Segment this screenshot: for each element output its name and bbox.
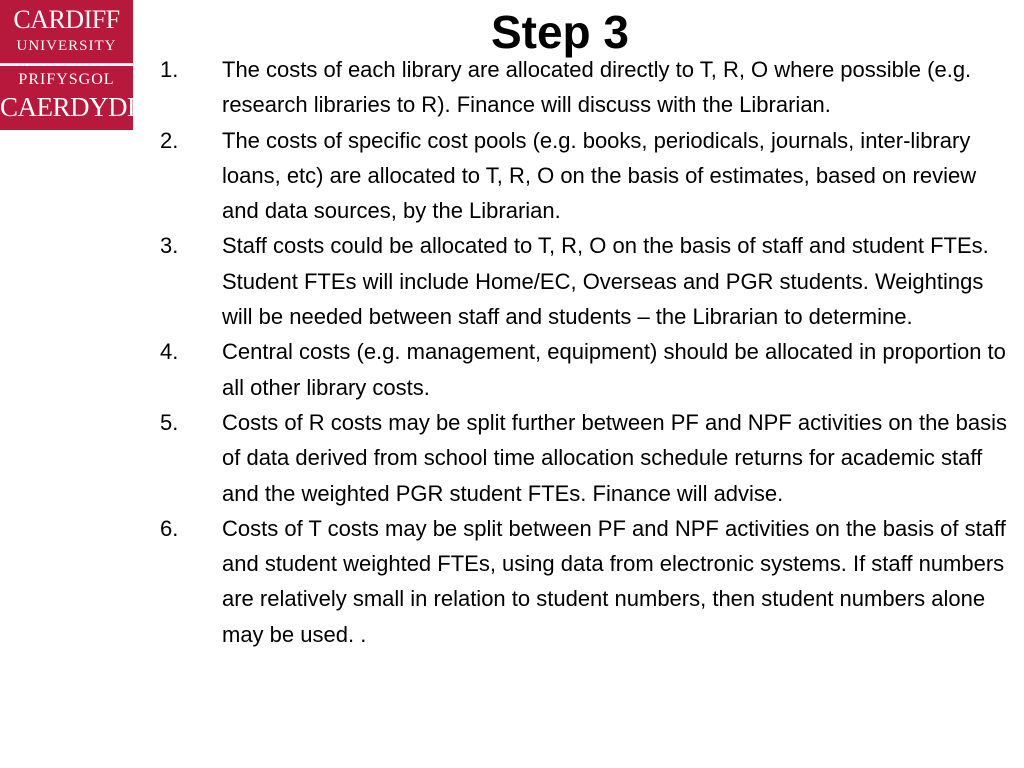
- list-item-6: [160, 511, 1010, 652]
- logo-line-prifysgol: PRIFYSGOL: [18, 71, 115, 88]
- list-item-number: 1.: [160, 57, 179, 82]
- list-item-number: 5.: [160, 409, 179, 435]
- list-item-2: [160, 123, 1010, 229]
- list-item-number: 3.: [160, 233, 179, 259]
- list-item-1: [160, 52, 1010, 123]
- list-item-text: The costs of each library are allocated directly to T, R, O where possible (e.g. research libraries to R). Finance will discuss with the Librarian.: [222, 57, 972, 118]
- list-item-text: Costs of T costs may be split between PF and NPF activities on the basis of staff and student weighted FTEs, using data from electronic systems. If staff numbers are relatively small in relation to student numbers, then student numbers alone may be used. .: [222, 515, 1006, 647]
- cardiff-university-logo: [0, 0, 147, 130]
- steps-list: [160, 52, 1010, 652]
- slide-title: Step 3: [490, 6, 630, 58]
- list-item-4: [160, 334, 1010, 405]
- list-item-text: Staff costs could be allocated to T, R, O on the basis of staff and student FTEs. Student FTEs will include Home/EC, Overseas and PGR students. Weightings will be needed between staff and students – the Librarian to determine.: [222, 233, 989, 330]
- list-item-3: [160, 228, 1010, 334]
- list-item-text: Costs of R costs may be split further between PF and NPF activities on the basis of data derived from school time allocation schedule returns for academic staff and the weighted PGR student FTEs. Finance will advise.: [222, 409, 1008, 506]
- logo-line-cardiff: CARDIFF: [13, 5, 120, 34]
- logo-divider: [0, 63, 133, 66]
- logo-line-university: UNIVERSITY: [16, 38, 117, 54]
- list-item-number: 4.: [160, 339, 179, 365]
- list-item-number: 2.: [160, 127, 179, 153]
- list-item-number: 6.: [160, 515, 179, 541]
- list-item-text: The costs of specific cost pools (e.g. books, periodicals, journals, inter-library loans, etc) are allocated to T, R, O on the basis of estimates, based on review and data sources, by the Librarian.: [222, 127, 977, 224]
- list-item-5: [160, 405, 1010, 511]
- logo-line-caerdydd: CAERDYDD: [0, 92, 147, 122]
- list-item-text: Central costs (e.g. management, equipment) should be allocated in proportion to all other library costs.: [222, 339, 1006, 400]
